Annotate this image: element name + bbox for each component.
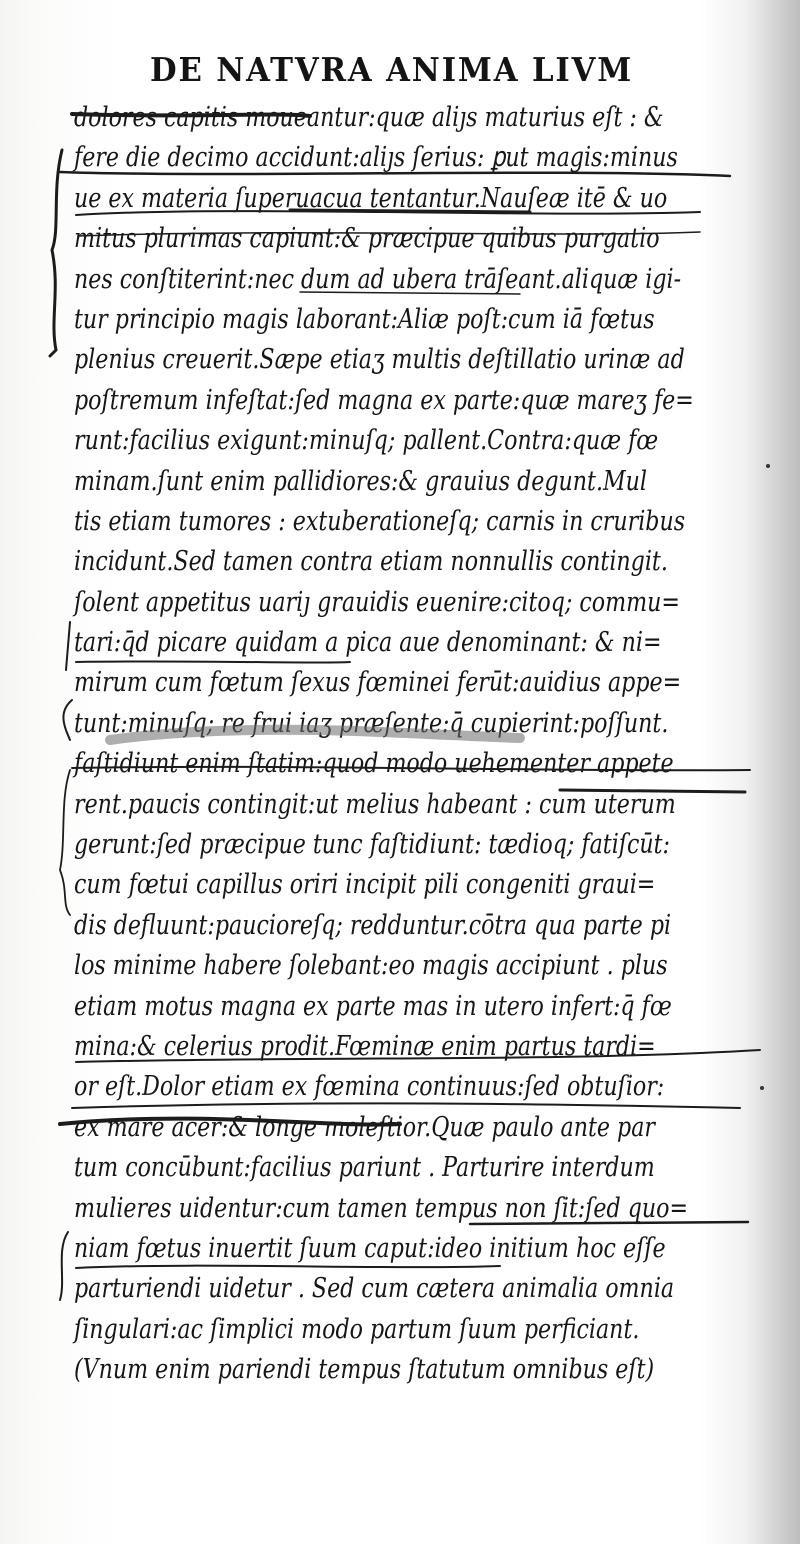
ink-speck xyxy=(766,464,770,468)
text-line: incidunt.Sed tamen contra etiam nonnullis contingit. xyxy=(74,546,668,578)
margin-bracket xyxy=(50,150,62,356)
text-line: ex mare acer:& longe moleſtior.Quæ paulo ante par xyxy=(74,1111,656,1143)
text-line: mulieres uidentur:cum tamen tempus non ſit:ſed quo= xyxy=(74,1192,689,1224)
text-line: ſolent appetitus uariȷ grauidis euenire:citoq; commu= xyxy=(74,586,680,618)
text-block xyxy=(74,98,754,1391)
text-line: tari:q̄d picare quidam a pica aue denominant: & ni= xyxy=(74,627,662,659)
margin-bracket xyxy=(60,1232,68,1300)
text-line: plenius creuerit.Sæpe etiaʒ multis deſtillatio urinæ ad xyxy=(74,344,685,376)
text-line: dolores capitis moueantur:quæ aliȷs maturius eſt : & xyxy=(74,102,664,133)
text-line: or eſt.Dolor etiam ex fœmina continuus:ſed obtuſior: xyxy=(74,1071,665,1103)
text-line: tur principio magis laborant:Aliæ poſt:cum iā fœtus xyxy=(74,303,655,335)
text-line: fere die decimo accidunt:aliȷs ſerius: ꝑut magis:minus xyxy=(74,142,678,174)
text-line: ue ex materia ſuperuacua tentantur.Nauſeæ itē & uo xyxy=(74,182,668,214)
text-line: (Vnum enim pariendi tempus ſtatutum omnibus eſt) xyxy=(74,1354,655,1386)
text-line: etiam motus magna ex parte mas in utero infert:q̄ fœ xyxy=(74,990,672,1022)
text-line: runt:facilius exigunt:minuſq; pallent.Contra:quæ fœ xyxy=(74,425,659,457)
text-line: ſingulari:ac ſimplici modo partum ſuum perficiant. xyxy=(74,1313,640,1345)
text-line: faſtidiunt enim ſtatim:quod modo uehementer appete xyxy=(74,748,674,780)
margin-bracket xyxy=(60,770,70,915)
text-line: parturiendi uidetur . Sed cum cætera animalia omnia xyxy=(74,1273,675,1305)
text-line: niam fœtus inuertit ſuum caput:ideo initium hoc eſſe xyxy=(74,1232,666,1264)
text-line: tum concūbunt:facilius pariunt . Parturire interdum xyxy=(74,1152,655,1184)
text-line: mina:& celerius prodit.Fœminæ enim partus tardi= xyxy=(74,1030,656,1062)
text-line: mirum cum fœtum ſexus fœminei ferūt:auidius appe= xyxy=(74,667,682,699)
text-line: tunt:minuſq; re frui iaʒ præſente:q̄ cupierint:poſſunt. xyxy=(74,707,669,739)
text-line: gerunt:ſed præcipue tunc faſtidiunt: tædioq; fatiſcūt: xyxy=(74,829,670,861)
text-line: tis etiam tumores : extuberationeſq; carnis in cruribus xyxy=(74,505,686,537)
text-line: poſtremum infeſtat:ſed magna ex parte:quæ mareʒ fe= xyxy=(74,384,694,416)
running-head: DE NATVRA ANIMA LIVM xyxy=(150,50,634,89)
text-line: mitus plurimas capiunt:& præcipue quibus purgatio xyxy=(74,223,660,255)
text-line: rent.paucis contingit:ut melius habeant : cum uterum xyxy=(74,788,676,820)
margin-bracket xyxy=(66,622,70,670)
text-line: nes conſtiterint:nec dum ad ubera trāſeant.aliquæ igi- xyxy=(74,263,682,295)
text-line: cum fœtui capillus oriri incipit pili congeniti graui= xyxy=(74,869,656,901)
text-line: los minime habere ſolebant:eo magis accipiunt . plus xyxy=(74,950,668,982)
text-line: minam.ſunt enim pallidiores:& grauius degunt.Mul xyxy=(74,465,648,497)
text-line: dis defluunt:paucioreſq; redduntur.cōtra qua parte pi xyxy=(74,909,672,941)
margin-bracket xyxy=(63,700,72,740)
ink-speck xyxy=(760,1086,764,1090)
